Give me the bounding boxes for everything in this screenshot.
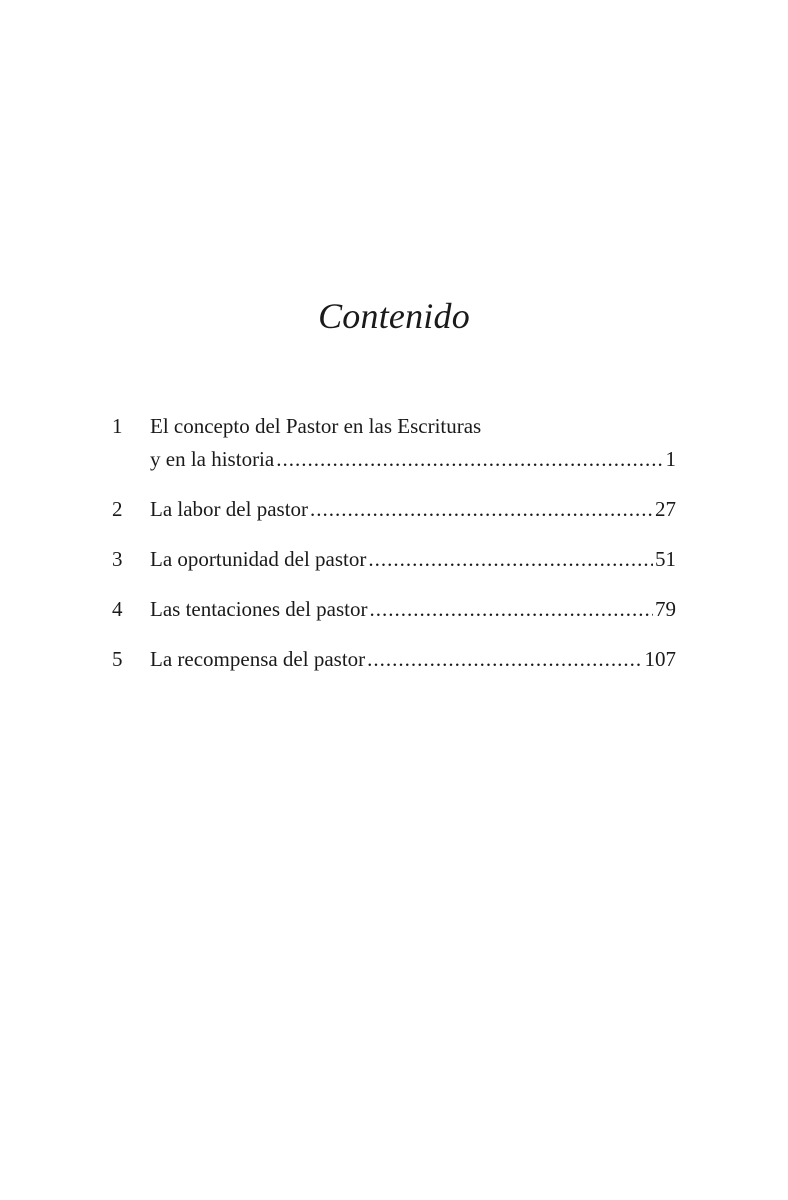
- dot-leader: [310, 493, 653, 526]
- dot-leader: [276, 443, 663, 476]
- chapter-number: 2: [112, 497, 123, 521]
- toc-entry-1[interactable]: [112, 410, 676, 476]
- page-number: 79: [655, 597, 676, 621]
- page-number: 1: [665, 447, 676, 471]
- chapter-title: La labor del pastor: [150, 497, 309, 521]
- dot-leader: [370, 593, 653, 626]
- chapter-title: y en la historia: [150, 447, 275, 471]
- page-number: 27: [655, 497, 676, 521]
- dot-leader: [367, 643, 642, 676]
- toc-entry-4[interactable]: [112, 593, 676, 626]
- chapter-number: 3: [112, 547, 123, 571]
- toc-entry-3[interactable]: [112, 543, 676, 576]
- dot-leader: [368, 543, 653, 576]
- page-title: Contenido: [318, 296, 470, 336]
- chapter-number: 4: [112, 597, 123, 621]
- chapter-title: Las tentaciones del pastor: [150, 597, 368, 621]
- toc-entry-5[interactable]: [112, 643, 676, 676]
- chapter-title: La recompensa del pastor: [150, 647, 366, 671]
- page-number: 51: [655, 547, 676, 571]
- chapter-number: 1: [112, 414, 123, 438]
- chapter-title-line: El concepto del Pastor en las Escrituras: [150, 414, 482, 438]
- toc-entry-2[interactable]: [112, 493, 676, 526]
- page-number: 107: [644, 647, 676, 671]
- chapter-title: La oportunidad del pastor: [150, 547, 367, 571]
- table-of-contents: [112, 410, 676, 693]
- chapter-number: 5: [112, 647, 123, 671]
